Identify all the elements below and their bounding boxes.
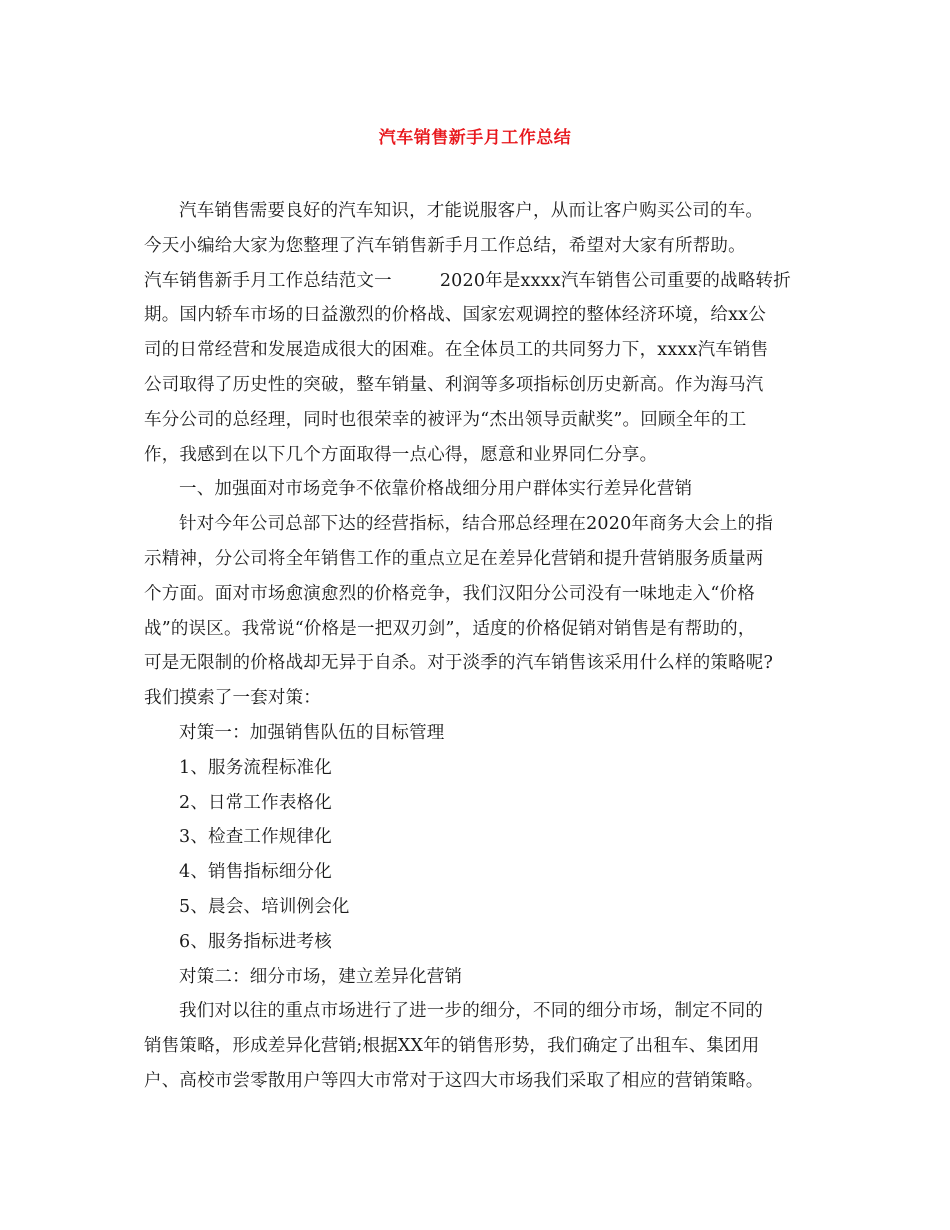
list-item: 3、检查工作规律化 — [179, 827, 332, 848]
document-title: 汽车销售新手月工作总结 — [378, 128, 572, 148]
paragraph-text: 2020年是xxxx汽车销售公司重要的战略转折 — [439, 270, 791, 291]
list-item: 5、晨会、培训例会化 — [179, 896, 350, 917]
paragraph-line: 公司取得了历史性的突破，整车销量、利润等多项指标创历史新高。作为海马汽 — [144, 374, 764, 395]
list-item: 4、销售指标细分化 — [179, 862, 332, 883]
paragraph-line: 作，我感到在以下几个方面取得一点心得，愿意和业界同仁分享。 — [144, 444, 658, 465]
section-heading: 汽车销售新手月工作总结范文一 — [144, 270, 392, 291]
strategy-heading: 对策二：细分市场，建立差异化营销 — [179, 966, 463, 987]
paragraph-line: 司的日常经营和发展造成很大的困难。在全体员工的共同努力下，xxxx汽车销售 — [144, 340, 769, 361]
paragraph-line: 战”的误区。我常说“价格是一把双刃剑”，适度的价格促销对销售是有帮助的， — [144, 618, 756, 639]
paragraph-line: 我们摸索了一套对策： — [144, 688, 321, 709]
paragraph-line: 销售策略，形成差异化营销;根据XX年的销售形势，我们确定了出租车、集团用 — [144, 1036, 760, 1057]
strategy-heading: 对策一：加强销售队伍的目标管理 — [179, 722, 445, 743]
section-heading: 一、加强面对市场竞争不依靠价格战细分用户群体实行差异化营销 — [179, 479, 693, 500]
document-body — [144, 194, 810, 1099]
paragraph-line: 期。国内轿车市场的日益激烈的价格战、国家宏观调控的整体经济环境，给xx公 — [144, 305, 766, 326]
paragraph-line: 示精神，分公司将全年销售工作的重点立足在差异化营销和提升营销服务质量两 — [144, 548, 764, 569]
paragraph-line: 户、高校市尝零散用户等四大市常对于这四大市场我们采取了相应的营销策略。 — [144, 1070, 764, 1091]
paragraph-line: 车分公司的总经理，同时也很荣幸的被评为“杰出领导贡献奖”。回顾全年的工 — [144, 409, 747, 430]
list-item: 1、服务流程标准化 — [179, 757, 332, 778]
paragraph-line: 汽车销售需要良好的汽车知识，才能说服客户，从而让客户购买公司的车。 — [179, 201, 764, 221]
paragraph-line: 我们对以往的重点市场进行了进一步的细分，不同的细分市场，制定不同的 — [179, 1001, 764, 1022]
list-item: 2、日常工作表格化 — [179, 792, 332, 813]
paragraph-line — [144, 264, 810, 299]
paragraph-line: 可是无限制的价格战却无异于自杀。对于淡季的汽车销售该采用什么样的策略呢? — [144, 653, 774, 674]
paragraph-line: 针对今年公司总部下达的经营指标，结合邢总经理在2020年商务大会上的指 — [179, 514, 774, 535]
list-item: 6、服务指标进考核 — [179, 931, 332, 952]
paragraph-line: 今天小编给大家为您整理了汽车销售新手月工作总结，希望对大家有所帮助。 — [144, 235, 746, 256]
paragraph-line: 个方面。面对市场愈演愈烈的价格竞争，我们汉阳分公司没有一味地走入“价格 — [144, 583, 755, 604]
